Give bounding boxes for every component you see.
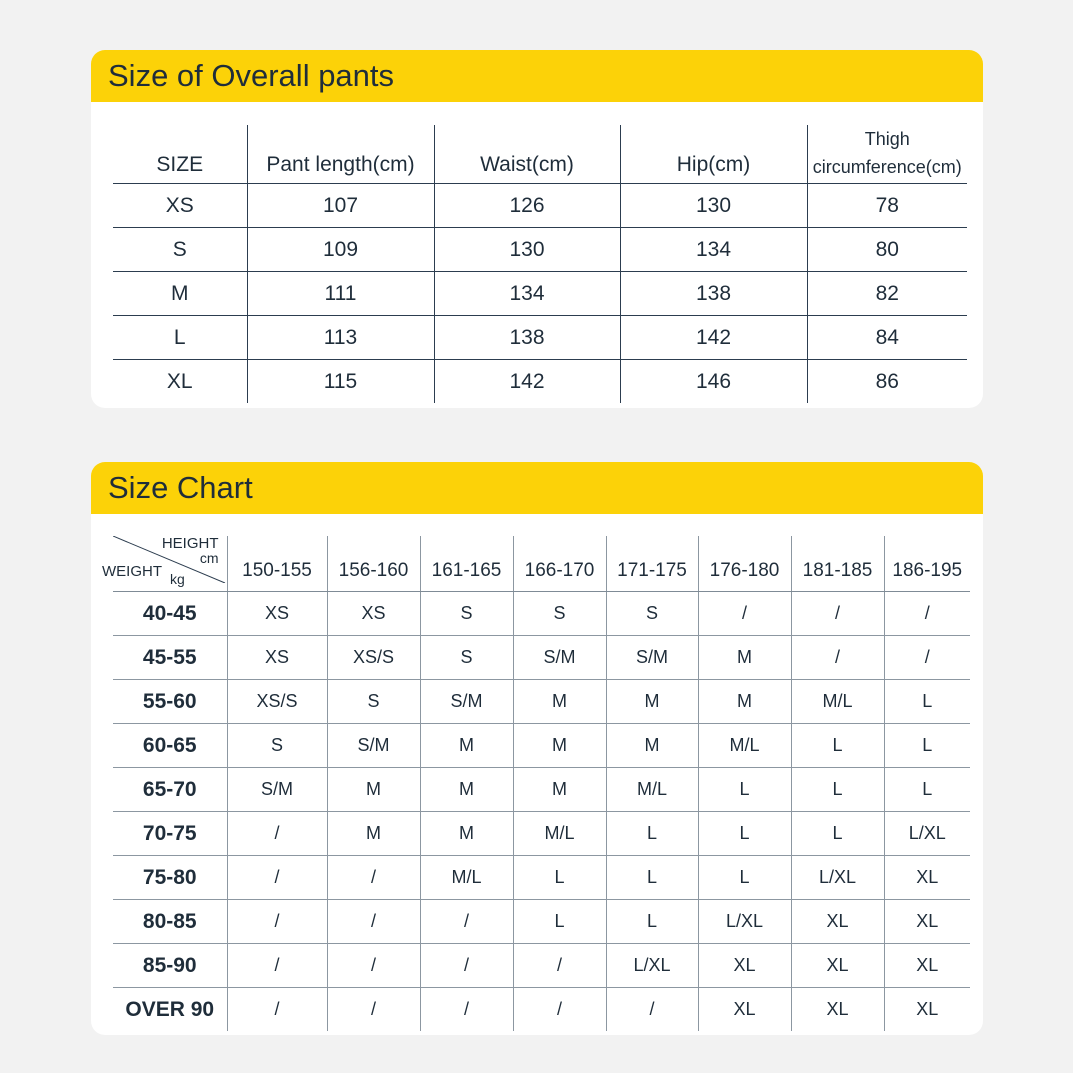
size-cell: XL [791,988,884,1032]
size-cell: L [791,812,884,856]
size-cell: M/L [513,812,606,856]
size-cell: XS [227,636,327,680]
cell-hip: 146 [620,360,807,404]
size-cell: XL [698,988,791,1032]
weight-range: 80-85 [113,900,227,944]
cell-thigh: 80 [807,228,967,272]
header-height-range: 166-170 [513,536,606,592]
weight-range: 70-75 [113,812,227,856]
table-row [113,900,970,944]
size-cell: M [698,636,791,680]
size-cell: XL [791,900,884,944]
size-cell: M [327,768,420,812]
size-chart-title: Size Chart [91,462,983,514]
size-cell: / [227,900,327,944]
cell-thigh: 84 [807,316,967,360]
size-cell: M [327,812,420,856]
table-row [113,228,967,272]
weight-range: 65-70 [113,768,227,812]
weight-range: 45-55 [113,636,227,680]
header-height-range: 171-175 [606,536,698,592]
size-cell: / [420,988,513,1032]
header-height-range: 176-180 [698,536,791,592]
table-row [113,316,967,360]
size-cell: S/M [420,680,513,724]
size-cell: S [513,592,606,636]
weight-range: OVER 90 [125,997,215,1021]
size-cell: M [698,680,791,724]
size-cell: S [420,636,513,680]
table-header-row [113,125,967,184]
size-cell: L [698,812,791,856]
overall-pants-card [91,50,983,408]
size-cell: L [791,724,884,768]
header-thigh-line1: Thigh [864,129,910,149]
height-label: HEIGHT [161,535,219,552]
table-row [113,592,970,636]
size-cell: L [698,768,791,812]
size-cell: L [606,812,698,856]
size-cell: S/M [227,768,327,812]
size-cell: L/XL [698,900,791,944]
overall-pants-title: Size of Overall pants [91,50,983,102]
header-height-range: 150-155 [227,536,327,592]
size-cell: M/L [791,680,884,724]
cell-waist: 130 [434,228,620,272]
size-cell: L [606,900,698,944]
size-cell: M [606,724,698,768]
size-cell: S/M [513,636,606,680]
size-cell: / [513,988,606,1032]
size-cell: / [327,856,420,900]
header-size: SIZE [113,125,247,184]
cell-size: XL [166,369,193,393]
weight-range: 75-80 [113,856,227,900]
header-height-range: 156-160 [327,536,420,592]
size-cell: M [420,768,513,812]
size-cell: L [884,680,970,724]
size-cell: XL [698,944,791,988]
cell-pant-length: 111 [247,272,434,316]
size-cell: XS [327,592,420,636]
size-cell: M/L [420,856,513,900]
table-row [113,184,967,228]
height-unit: cm [199,550,219,566]
size-cell: XL [884,900,970,944]
size-cell: / [227,812,327,856]
cell-thigh: 78 [807,184,967,228]
cell-waist: 134 [434,272,620,316]
size-cell: S [327,680,420,724]
cell-size: S [113,228,247,272]
size-cell: / [327,944,420,988]
table-header-row [113,536,970,592]
weight-unit: kg [170,571,185,587]
cell-size: L [113,316,247,360]
table-row [113,724,970,768]
table-row [113,856,970,900]
size-cell: XL [791,944,884,988]
size-cell: L/XL [606,944,698,988]
cell-size: M [113,272,247,316]
size-cell: S [227,724,327,768]
size-cell: / [698,592,791,636]
size-cell: L [606,856,698,900]
size-cell: / [327,988,420,1032]
table-row [113,272,967,316]
table-row [113,680,970,724]
table-row [113,768,970,812]
header-thigh-line2: circumference(cm) [812,157,962,177]
size-cell: M [420,724,513,768]
header-thigh [807,125,967,184]
size-cell: M [513,768,606,812]
cell-waist: 138 [434,316,620,360]
header-waist: Waist(cm) [434,125,620,184]
size-cell: XL [884,988,970,1032]
size-cell: M [606,680,698,724]
table-row [113,812,970,856]
cell-thigh: 86 [807,360,967,404]
size-cell: XL [884,944,970,988]
corner-cell [102,535,227,592]
cell-pant-length: 109 [247,228,434,272]
size-cell: / [884,636,970,680]
size-cell: L [884,724,970,768]
size-cell: / [513,944,606,988]
cell-hip: 130 [620,184,807,228]
cell-pant-length: 107 [247,184,434,228]
size-cell: / [791,592,884,636]
weight-label: WEIGHT [102,563,162,580]
size-cell: L/XL [884,812,970,856]
size-cell: L/XL [791,856,884,900]
size-cell: M [420,812,513,856]
size-cell: L [884,768,970,812]
table-row [113,636,970,680]
size-cell: XS [227,592,327,636]
size-cell: S/M [606,636,698,680]
header-height-range: 186-195 [884,536,970,592]
header-hip: Hip(cm) [620,125,807,184]
table-row [113,360,967,404]
header-height-range: 181-185 [791,536,884,592]
cell-waist: 142 [434,360,620,404]
size-cell: S [606,592,698,636]
size-cell: S [420,592,513,636]
size-cell: XS/S [227,680,327,724]
size-cell: / [884,592,970,636]
cell-size: XS [113,184,247,228]
size-cell: / [606,988,698,1032]
size-cell: XL [884,856,970,900]
size-cell: L [791,768,884,812]
weight-range: 55-60 [113,680,227,724]
size-cell: / [227,988,327,1032]
size-cell: L [698,856,791,900]
weight-range: 60-65 [113,724,227,768]
size-cell: / [420,944,513,988]
weight-range: 40-45 [113,592,227,636]
cell-pant-length: 115 [247,360,434,404]
size-cell: / [420,900,513,944]
cell-thigh: 82 [807,272,967,316]
weight-range: 85-90 [113,944,227,988]
table-row [113,944,970,988]
size-chart-card [91,462,983,1035]
size-cell: M [513,680,606,724]
size-cell: M [513,724,606,768]
size-cell: S/M [327,724,420,768]
size-cell: L [513,856,606,900]
size-chart-table [102,535,970,1031]
size-cell: M/L [698,724,791,768]
cell-hip: 142 [620,316,807,360]
size-cell: / [227,944,327,988]
size-cell: M/L [606,768,698,812]
size-cell: / [327,900,420,944]
cell-waist: 126 [434,184,620,228]
header-pant-length: Pant length(cm) [247,125,434,184]
size-cell: L [513,900,606,944]
size-cell: / [227,856,327,900]
size-cell: XS/S [327,636,420,680]
table-row [113,988,970,1032]
header-height-range: 161-165 [420,536,513,592]
cell-pant-length: 113 [247,316,434,360]
overall-pants-table [113,125,967,403]
cell-hip: 134 [620,228,807,272]
size-cell: / [791,636,884,680]
cell-hip: 138 [620,272,807,316]
